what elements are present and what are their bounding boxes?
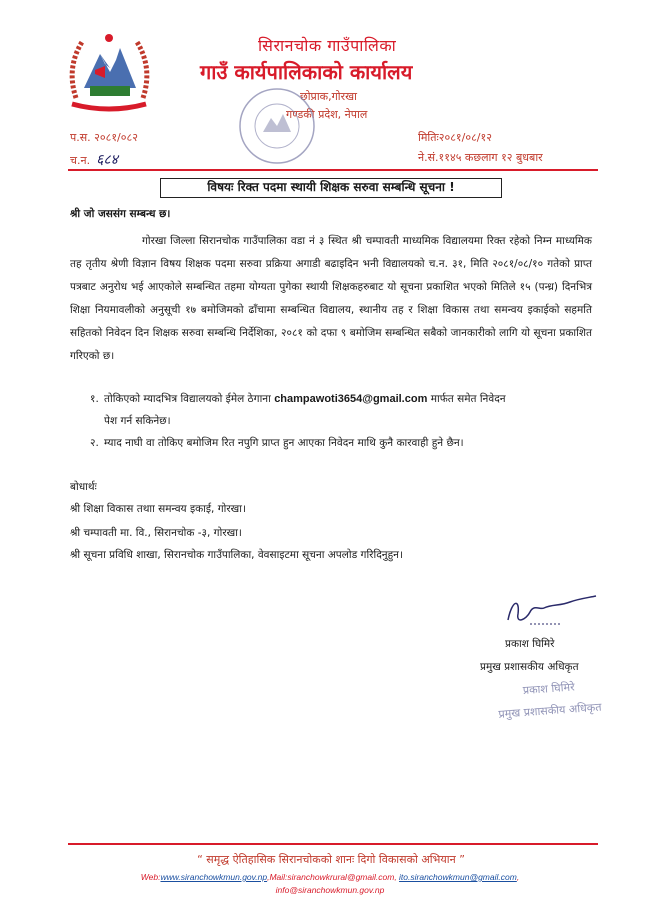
signatory-name: प्रकाश घिमिरे bbox=[505, 638, 555, 650]
subject-box: विषयः रिक्त पदमा स्थायी शिक्षक सरुवा सम्बन्धि सूचना ! bbox=[160, 178, 502, 198]
office-stamp-seal bbox=[237, 86, 317, 166]
body-paragraph: गोरखा जिल्ला सिरानचोक गाउँपालिका वडा नं ३ स्थित श्री चम्पावती माध्यमिक विद्यालयमा रिक्त रहेको निम्न माध्यमिक तह तृतीय श्रेणी विज्ञान विषय शिक्षक पदमा सरुवा प्रक्रिया अगाडी बढाइदिन भनी विद्यालयको च.न. ३१, मिति २०८१/०८/१० गतेको प्राप्त पत्रबाट अनुरोध भई आएकोले सम्बन्धित तहमा योग्यता पुगेका स्थायी शिक्षकहरुबाट यो सूचना प्रकाशित भएको मितिले १५ (पन्ध्र) दिनभित्र शिक्षा नियमावलीको अनुसूची १७ बमोजिमको ढाँचामा सम्बन्धित विद्यालय, स्थानीय तह र शिक्षा विकास तथा समन्वय इकाईको सहमति सहितको निवेदन दिन शिक्षक सरुवा सम्बन्धि निर्देशिका, २०८१ को दफा ९ बमोजिम सम्बन्धित सबैको जानकारीको लागि यो सूचना प्रकाशित गरिएको छ। bbox=[70, 235, 592, 362]
cc-heading: बोधार्थः bbox=[70, 481, 97, 493]
item-text-line2: पेश गर्न सकिनेछ। bbox=[104, 415, 171, 427]
name-seal-stamp bbox=[496, 674, 610, 737]
list-item bbox=[90, 432, 594, 454]
mail-label: ,Mail: bbox=[267, 872, 288, 882]
address-line-2: गण्डकी प्रदेश, नेपाल bbox=[286, 108, 368, 121]
seal-name: प्रकाश घिमिरे bbox=[522, 680, 576, 698]
item-text: म्याद नाघी वा तोकिए बमोजिम रित नपुगि प्राप्त हुन आएका निवेदन माथि कुनै कारवाही हुने छैन। bbox=[104, 437, 464, 449]
header-divider bbox=[68, 169, 598, 171]
item-number: २. bbox=[90, 437, 99, 449]
school-email-link[interactable]: champawoti3654@gmail.com bbox=[274, 393, 428, 405]
ps-number: प.स. २०८१/०८२ bbox=[70, 131, 138, 144]
chalani-label: च.न. bbox=[70, 154, 91, 167]
chalani-handwritten-value: ६८४ bbox=[96, 152, 118, 168]
cc-line: श्री शिक्षा विकास तथाा समन्वय इकाई, गोरखा। bbox=[70, 503, 246, 515]
list-item bbox=[90, 388, 594, 432]
email-link-ito[interactable]: ito.siranchowkmun@gmail.com bbox=[399, 872, 517, 882]
email-link-rural[interactable]: siranchowkrural@gmail.com bbox=[287, 872, 395, 882]
municipality-name: सिरानचोक गाउँपालिका bbox=[258, 36, 397, 55]
item-text-after: मार्फत समेत निवेदन bbox=[430, 393, 506, 405]
signatory-title: प्रमुख प्रशासकीय अधिकृत bbox=[480, 661, 579, 673]
chalani-number bbox=[70, 150, 118, 169]
seal-title: प्रमुख प्रशासकीय अधिकृत bbox=[498, 700, 602, 721]
website-link[interactable]: www.siranchowkmun.gov.np bbox=[160, 872, 268, 882]
office-name: गाउँ कार्यपालिकाको कार्यालय bbox=[200, 60, 413, 84]
item-text: तोकिएको म्यादभित्र विद्यालयको ईमेल ठेगाना bbox=[104, 393, 271, 405]
address-line-1: छोप्राक,गोरखा bbox=[300, 90, 358, 103]
footer-divider bbox=[68, 843, 598, 845]
footer-contacts: Web:www.siranchowkmun.gov.np,Mail:siranchowkrural@gmail.com, ito.siranchowkmun@gmail.com, info@siranchowkmun.gov.np bbox=[140, 872, 520, 895]
item-number: १. bbox=[90, 393, 99, 405]
footer-slogan: “ समृद्ध ऐतिहासिक सिरानचोकको शानः दिगो विकासको अभियान ” bbox=[197, 853, 465, 866]
date: मितिः२०८१/०८/१२ bbox=[418, 131, 492, 144]
nepal-samvat-date: ने.सं.११४५ कछलाग १२ बुधबार bbox=[418, 151, 543, 164]
nepal-emblem-logo bbox=[62, 28, 157, 116]
salutation: श्री जो जससंग सम्बन्ध छ। bbox=[70, 208, 171, 220]
cc-line: श्री चम्पावती मा. वि., सिरानचोक -३, गोरखा। bbox=[70, 527, 242, 539]
handwritten-signature bbox=[500, 590, 600, 630]
cc-line: श्री सूचना प्रविधि शाखा, सिरानचोक गाउँपालिका, वेवसाइटमा सूचना अपलोड गरिदिनुहुन। bbox=[70, 549, 403, 561]
web-label: Web: bbox=[140, 872, 161, 882]
email-link-info[interactable]: info@siranchowkmun.gov.np bbox=[275, 885, 385, 895]
